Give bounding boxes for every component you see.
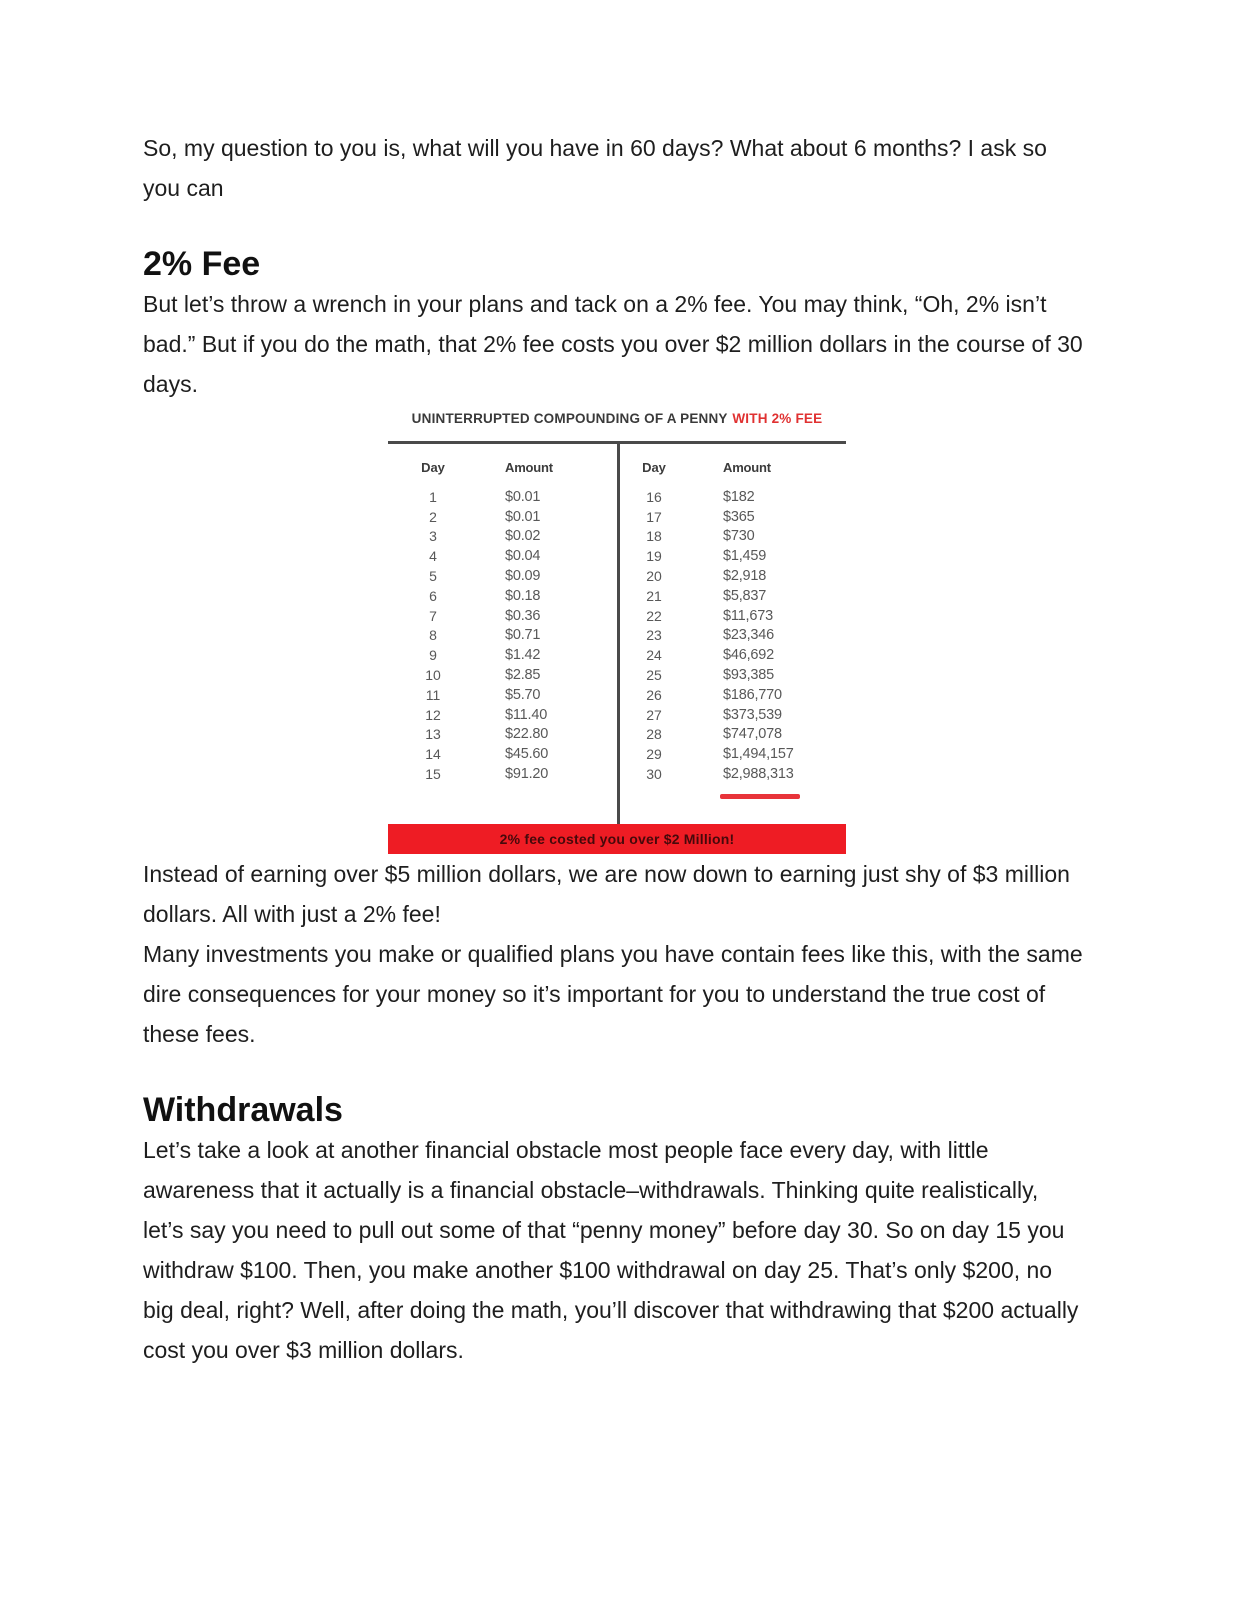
intro-paragraph: So, my question to you is, what will you have in 60 days? What about 6 months? I ask so you can <box>143 135 1047 201</box>
amount-cell <box>478 647 617 663</box>
day-cell: 28 <box>646 726 662 743</box>
amount-cell <box>478 489 617 505</box>
day-cell: 7 <box>429 607 437 624</box>
table-row <box>620 566 846 586</box>
table-row <box>620 487 846 507</box>
amount-cell <box>478 726 617 742</box>
amount-text: $5,837 <box>723 587 767 604</box>
table-title <box>388 410 846 428</box>
fee-heading: 2% Fee <box>143 245 261 283</box>
day-cell: 1 <box>429 488 437 505</box>
day-cell: 27 <box>646 706 662 723</box>
amount-cell <box>688 746 846 762</box>
amount-cell <box>688 588 846 604</box>
table-row <box>620 626 846 646</box>
table-row <box>620 527 846 547</box>
table-row <box>620 665 846 685</box>
amount-text: $1,494,157 <box>723 746 794 763</box>
amount-cell <box>688 667 846 683</box>
table-row <box>620 645 846 665</box>
amount-text: $186,770 <box>723 686 782 703</box>
day-cell: 12 <box>425 706 441 723</box>
amount-text: $46,692 <box>723 647 775 664</box>
table-row <box>388 606 617 626</box>
withdrawals-paragraph: Let’s take a look at another financial obstacle most people face every day, with little awareness that it actually is a financial obstacle–withdrawals. Thinking quite realistically, let’s say you need to pull out some of that “penny money” before day 30. So on day 15 you withdraw $100. Then, you make another $100 withdrawal on day 25. That’s only $200, no big deal, right? Well, after doing the math, you’ll discover that withdrawing that $200 actually cost you over $3 million dollars. <box>143 1136 1079 1363</box>
amount-cell <box>688 528 846 544</box>
amount-text: $0.09 <box>505 568 541 585</box>
amount-text: $0.02 <box>505 528 541 545</box>
amount-cell <box>688 608 846 624</box>
table-row <box>620 764 846 784</box>
table-row <box>388 566 617 586</box>
amount-cell <box>478 588 617 604</box>
amount-text: $2.85 <box>505 667 541 684</box>
table-row <box>620 586 846 606</box>
day-cell: 18 <box>646 528 662 545</box>
amount-cell <box>688 766 846 782</box>
table-row <box>388 626 617 646</box>
table-row <box>620 705 846 725</box>
amount-text: $91.20 <box>505 766 549 783</box>
amount-text: $0.36 <box>505 607 541 624</box>
day-cell: 20 <box>646 568 662 585</box>
day-cell: 23 <box>646 627 662 644</box>
table-left-rows <box>388 487 617 784</box>
amount-text: $747,078 <box>723 726 782 743</box>
table-row <box>620 685 846 705</box>
fee-cost-banner: 2% fee costed you over $2 Million! <box>388 824 846 854</box>
amount-cell <box>478 509 617 525</box>
column-header-amount-right: Amount <box>723 460 771 475</box>
day-cell: 14 <box>425 746 441 763</box>
day-cell: 19 <box>646 548 662 565</box>
amount-cell <box>478 548 617 564</box>
amount-text: $93,385 <box>723 667 775 684</box>
day-cell: 10 <box>425 667 441 684</box>
amount-text-underlined: $2,988,313 <box>723 766 794 783</box>
amount-cell <box>688 489 846 505</box>
column-header-amount-left: Amount <box>505 460 553 475</box>
post-table-paragraph-1: Instead of earning over $5 million dollars, we are now down to earning just shy of $3 million dollars. All with just a 2% fee! <box>143 860 1070 927</box>
amount-cell <box>688 568 846 584</box>
table-row <box>388 705 617 725</box>
table-grid <box>388 444 846 824</box>
amount-cell <box>478 746 617 762</box>
table-row <box>620 744 846 764</box>
day-cell: 21 <box>646 587 662 604</box>
table-row <box>388 725 617 745</box>
amount-text: $1.42 <box>505 647 541 664</box>
amount-cell <box>478 687 617 703</box>
column-header-day-left: Day <box>421 460 445 475</box>
table-row <box>388 665 617 685</box>
table-title-main: UNINTERRUPTED COMPOUNDING OF A PENNY <box>411 411 728 426</box>
amount-text: $0.01 <box>505 488 541 505</box>
day-cell: 5 <box>429 568 437 585</box>
amount-text: $45.60 <box>505 746 549 763</box>
amount-text: $23,346 <box>723 627 775 644</box>
table-row <box>388 685 617 705</box>
table-row <box>388 764 617 784</box>
amount-cell <box>478 766 617 782</box>
table-left-header-row <box>388 460 617 475</box>
amount-text: $0.18 <box>505 587 541 604</box>
day-cell: 15 <box>425 766 441 783</box>
day-cell: 6 <box>429 587 437 604</box>
table-row <box>388 586 617 606</box>
day-cell: 16 <box>646 488 662 505</box>
withdrawals-heading: Withdrawals <box>143 1090 343 1129</box>
table-right-rows <box>620 487 846 784</box>
day-cell: 22 <box>646 607 662 624</box>
amount-text: $0.01 <box>505 508 541 525</box>
amount-text: $373,539 <box>723 706 782 723</box>
amount-cell <box>478 568 617 584</box>
amount-cell <box>688 687 846 703</box>
compounding-table-figure <box>388 410 846 854</box>
table-title-highlight: WITH 2% FEE <box>732 411 823 426</box>
table-row <box>388 527 617 547</box>
day-cell: 8 <box>429 627 437 644</box>
amount-cell <box>688 647 846 663</box>
day-cell: 13 <box>425 726 441 743</box>
day-cell: 2 <box>429 508 437 525</box>
amount-cell <box>688 627 846 643</box>
day-cell: 4 <box>429 548 437 565</box>
day-cell: 11 <box>425 686 441 703</box>
amount-text: $1,459 <box>723 548 767 565</box>
table-row <box>620 725 846 745</box>
table-row <box>620 606 846 626</box>
amount-text: $0.04 <box>505 548 541 565</box>
amount-text: $2,918 <box>723 568 767 585</box>
post-table-paragraph-2: Many investments you make or qualified plans you have contain fees like this, with the same dire consequences for your money so it’s important for you to understand the true cost of these fees. <box>143 940 1083 1047</box>
day-cell: 17 <box>646 508 662 525</box>
table-row <box>620 507 846 527</box>
amount-text: $0.71 <box>505 627 541 644</box>
day-cell: 24 <box>646 647 662 664</box>
amount-cell <box>478 707 617 723</box>
table-row <box>388 744 617 764</box>
day-cell: 26 <box>646 686 662 703</box>
table-right-half <box>620 444 846 824</box>
amount-cell <box>688 707 846 723</box>
fee-paragraph: But let’s throw a wrench in your plans and tack on a 2% fee. You may think, “Oh, 2% isn’t bad.” But if you do the math, that 2% fee costs you over $2 million dollars in the course of 30 days. <box>143 291 1083 397</box>
day-cell: 25 <box>646 667 662 684</box>
amount-cell <box>688 726 846 742</box>
table-row <box>388 507 617 527</box>
amount-cell <box>478 528 617 544</box>
amount-cell <box>478 667 617 683</box>
amount-text: $5.70 <box>505 686 541 703</box>
table-left-half <box>388 444 617 824</box>
day-cell: 3 <box>429 528 437 545</box>
amount-cell <box>688 548 846 564</box>
amount-text: $11.40 <box>505 706 548 723</box>
amount-cell <box>478 608 617 624</box>
day-cell: 29 <box>646 746 662 763</box>
amount-cell <box>688 509 846 525</box>
table-row <box>388 487 617 507</box>
table-row <box>620 546 846 566</box>
table-row <box>388 645 617 665</box>
table-row <box>388 546 617 566</box>
amount-cell <box>478 627 617 643</box>
amount-text: $365 <box>723 508 755 525</box>
table-right-header-row <box>620 460 846 475</box>
amount-text: $730 <box>723 528 755 545</box>
day-cell: 30 <box>646 766 662 783</box>
amount-text: $22.80 <box>505 726 549 743</box>
column-header-day-right: Day <box>642 460 666 475</box>
day-cell: 9 <box>429 647 437 664</box>
amount-text: $11,673 <box>723 607 773 624</box>
amount-text: $182 <box>723 488 755 505</box>
